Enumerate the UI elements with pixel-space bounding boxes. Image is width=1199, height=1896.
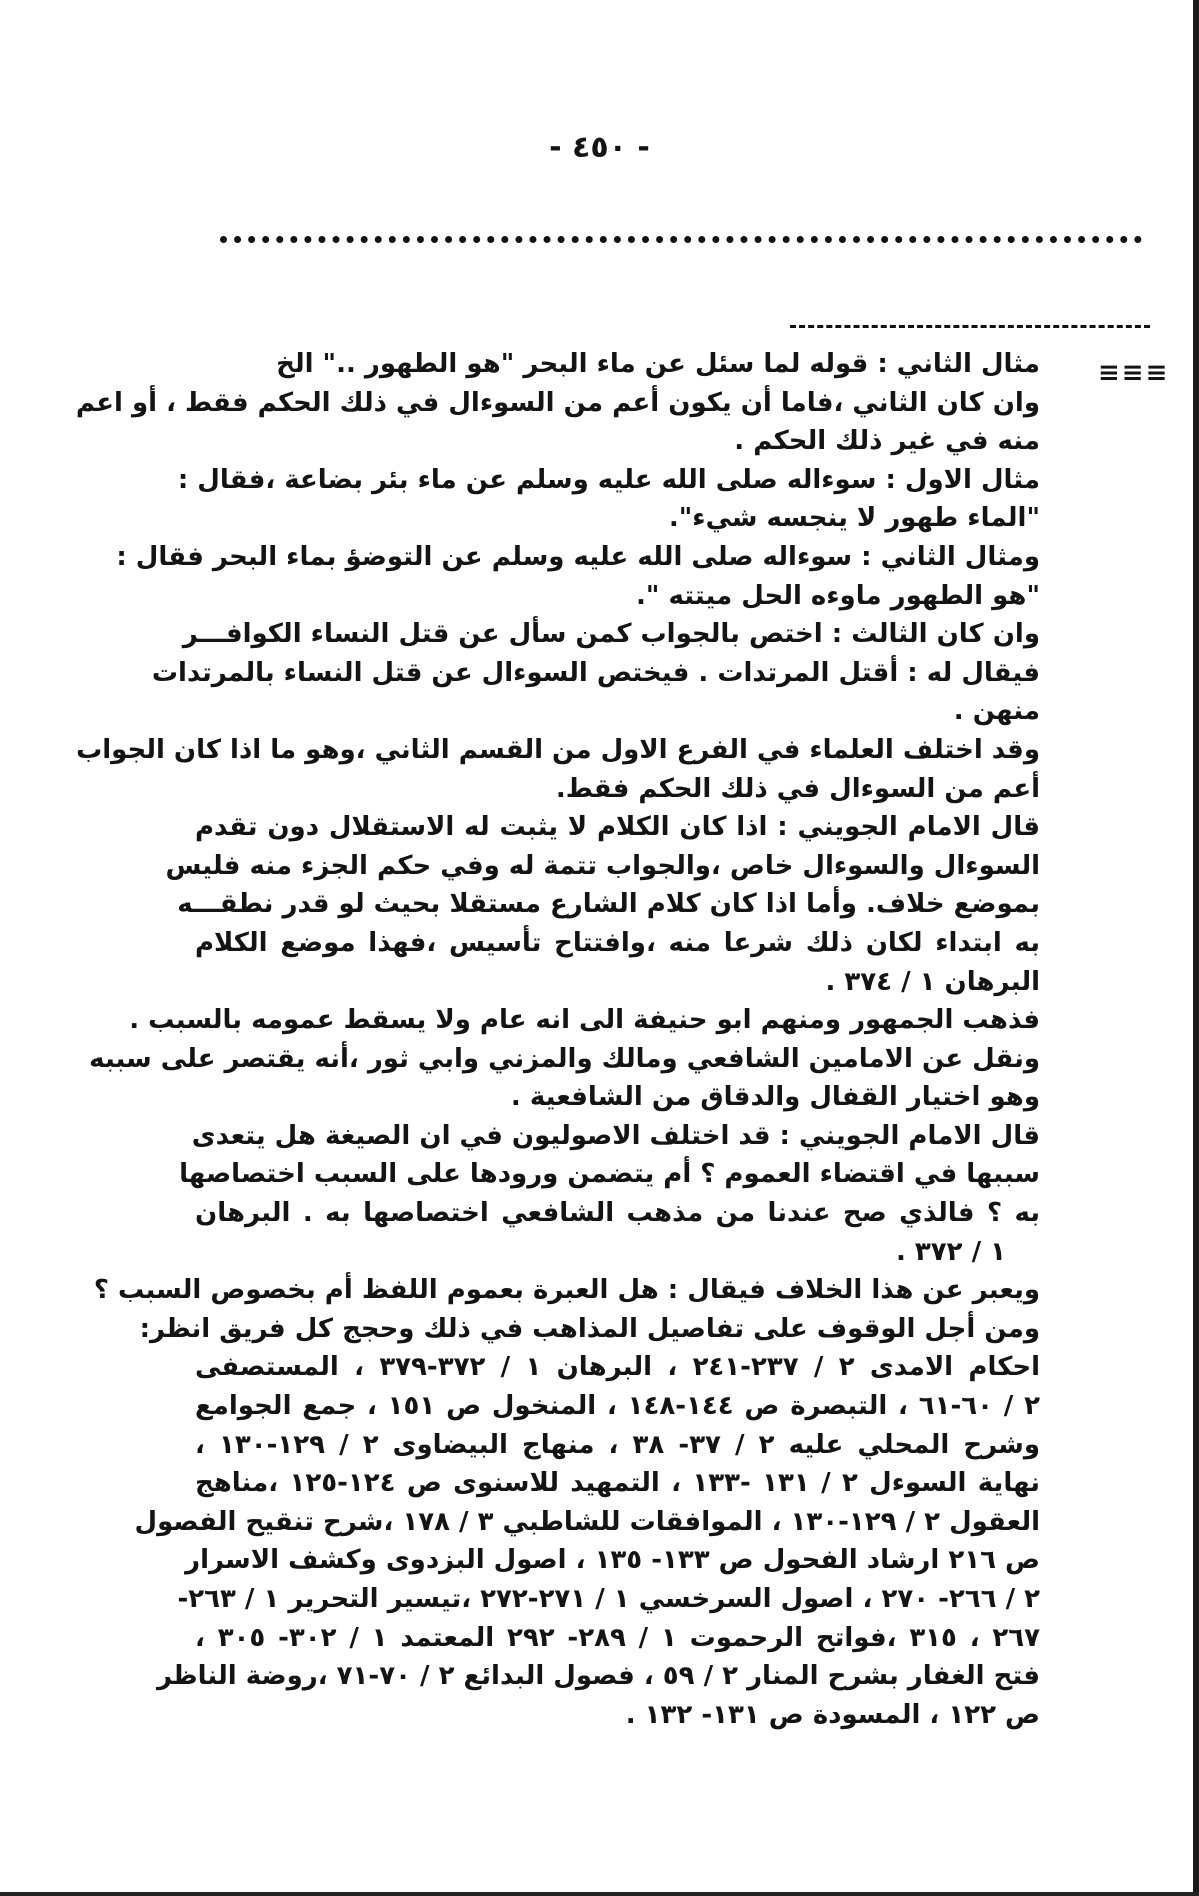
text-line: وان كان الثالث : اختص بالجواب كمن سأل عن قتل النساء الكوافـــر: [182, 619, 1040, 650]
text-line: وان كان الثاني ،فاما أن يكون أعم من السوءال في ذلك الحكم فقط ، أو اعم: [75, 387, 1040, 418]
text-line: البرهان ١ / ٣٧٤ .: [825, 966, 1040, 997]
footnote-text-block: [75, 345, 1041, 1734]
text-line: فيقال له : أقتل المرتدات . فيختص السوءال عن قتل النساء بالمرتدات: [151, 657, 1040, 688]
text-line: "هو الطهور ماوءه الحل ميتته ".: [636, 580, 1040, 611]
text-line: بموضع خلاف. وأما اذا كان كلام الشارع مستقلا بحيث لو قدر نطقـــه: [177, 889, 1040, 920]
text-line: قال الامام الجويني : قد اختلف الاصوليون في ان الصيغة هل يتعدى: [191, 1120, 1040, 1151]
text-line: سببها في اقتضاء العموم ؟ أم يتضمن ورودها على السبب اختصاصها: [179, 1159, 1040, 1190]
text-line: فذهب الجمهور ومنهم ابو حنيفة الى انه عام ولا يسقط عمومه بالسبب .: [129, 1005, 1040, 1036]
text-line: قال الامام الجويني : اذا كان الكلام لا يثبت له الاستقلال دون تقدم: [195, 812, 1040, 843]
text-line: "الماء طهور لا ينجسه شيء".: [668, 503, 1040, 534]
text-line: مثال الثاني : قوله لما سئل عن ماء البحر "هو الطهور .." الخ: [276, 349, 1040, 379]
text-line: منه في غير ذلك الحكم .: [734, 426, 1040, 457]
text-line: وهو اختيار القفال والدقاق من الشافعية .: [510, 1082, 1040, 1113]
text-line: ٢٦٧ ، ٣١٥ ،فواتح الرحموت ١ / ٢٨٩- ٢٩٢ المعتمد ١ / ٣٠٢- ٣٠٥ ،: [195, 1622, 1041, 1653]
text-line: أعم من السوءال في ذلك الحكم فقط.: [555, 773, 1040, 804]
scan-border-right: [1193, 0, 1199, 1896]
text-line: به ؟ فالذي صح عندنا من مذهب الشافعي اختصاصها به . البرهان: [195, 1198, 1040, 1229]
text-line: ٢ / ٦٠-٦١ ، التبصرة ص ١٤٤-١٤٨ ، المنخول ص ١٥١ ، جمع الجوامع: [195, 1391, 1040, 1422]
footnote-separator: [790, 325, 1150, 328]
text-line: ١ / ٣٧٢ .: [895, 1236, 1006, 1267]
text-line: ويعبر عن هذا الخلاف فيقال : هل العبرة بعموم اللفظ أم بخصوص السبب ؟: [93, 1275, 1040, 1306]
text-line: ص ٢١٦ ارشاد الفحول ص ١٣٣- ١٣٥ ، اصول البزدوى وكشف الاسرار: [185, 1545, 1040, 1576]
text-line: وقد اختلف العلماء في الفرع الاول من القسم الثاني ،وهو ما اذا كان الجواب: [76, 734, 1040, 765]
text-line: ٢ / ٢٦٦- ٢٧٠ ، اصول السرخسي ١ / ٢٧١-٢٧٢ ،تيسير التحرير ١ / ٢٦٣-: [177, 1584, 1040, 1614]
text-line: ومثال الثاني : سوءاله صلى الله عليه وسلم عن التوضؤ بماء البحر فقال :: [116, 541, 1040, 572]
text-line: ونقل عن الامامين الشافعي ومالك والمزني وابي ثور ،أنه يقتصر على سببه: [89, 1043, 1040, 1074]
footnote-marker: ≡≡≡: [1098, 358, 1170, 388]
text-line: مثال الاول : سوءاله صلى الله عليه وسلم عن ماء بئر بضاعة ،فقال :: [177, 464, 1040, 495]
text-line: فتح الغفار بشرح المنار ٢ / ٥٩ ، فصول البدائع ٢ / ٧٠-٧١ ،روضة الناظر: [156, 1661, 1040, 1692]
text-line: وشرح المحلي عليه ٢ / ٣٧- ٣٨ ، منهاج البيضاوى ٢ / ١٢٩-١٣٠ ،: [195, 1429, 1040, 1460]
text-line: احكام الامدى ٢ / ٢٣٧-٢٤١ ، البرهان ١ / ٣٧٢-٣٧٩ ، المستصفى: [195, 1352, 1040, 1383]
text-line: به ابتداء لكان ذلك شرعا منه ،وافتتاح تأسيس ،فهذا موضع الكلام: [195, 927, 1040, 958]
text-line: نهاية السوءل ٢ / ١٣١ -١٣٣ ، التمهيد للاسنوى ص ١٢٤-١٢٥ ،مناهج: [195, 1468, 1041, 1499]
text-line: ص ١٢٢ ، المسودة ص ١٣١- ١٣٢ .: [625, 1699, 1040, 1730]
text-line: السوءال والسوءال خاص ،والجواب تتمة له وفي حكم الجزء منه فليس: [165, 850, 1040, 881]
text-line: منهن .: [953, 696, 1040, 727]
text-line: ومن أجل الوقوف على تفاصيل المذاهب في ذلك وحجج كل فريق انظر:: [139, 1313, 1040, 1344]
scan-border-bottom: [0, 1892, 1199, 1896]
text-line: العقول ٢ / ١٢٩-١٣٠ ، الموافقات للشاطبي ٣ / ١٧٨ ،شرح تنقيح الفصول: [134, 1506, 1040, 1537]
dotted-separator: [220, 236, 1142, 243]
page-number: - ٤٥٠ -: [549, 130, 650, 165]
